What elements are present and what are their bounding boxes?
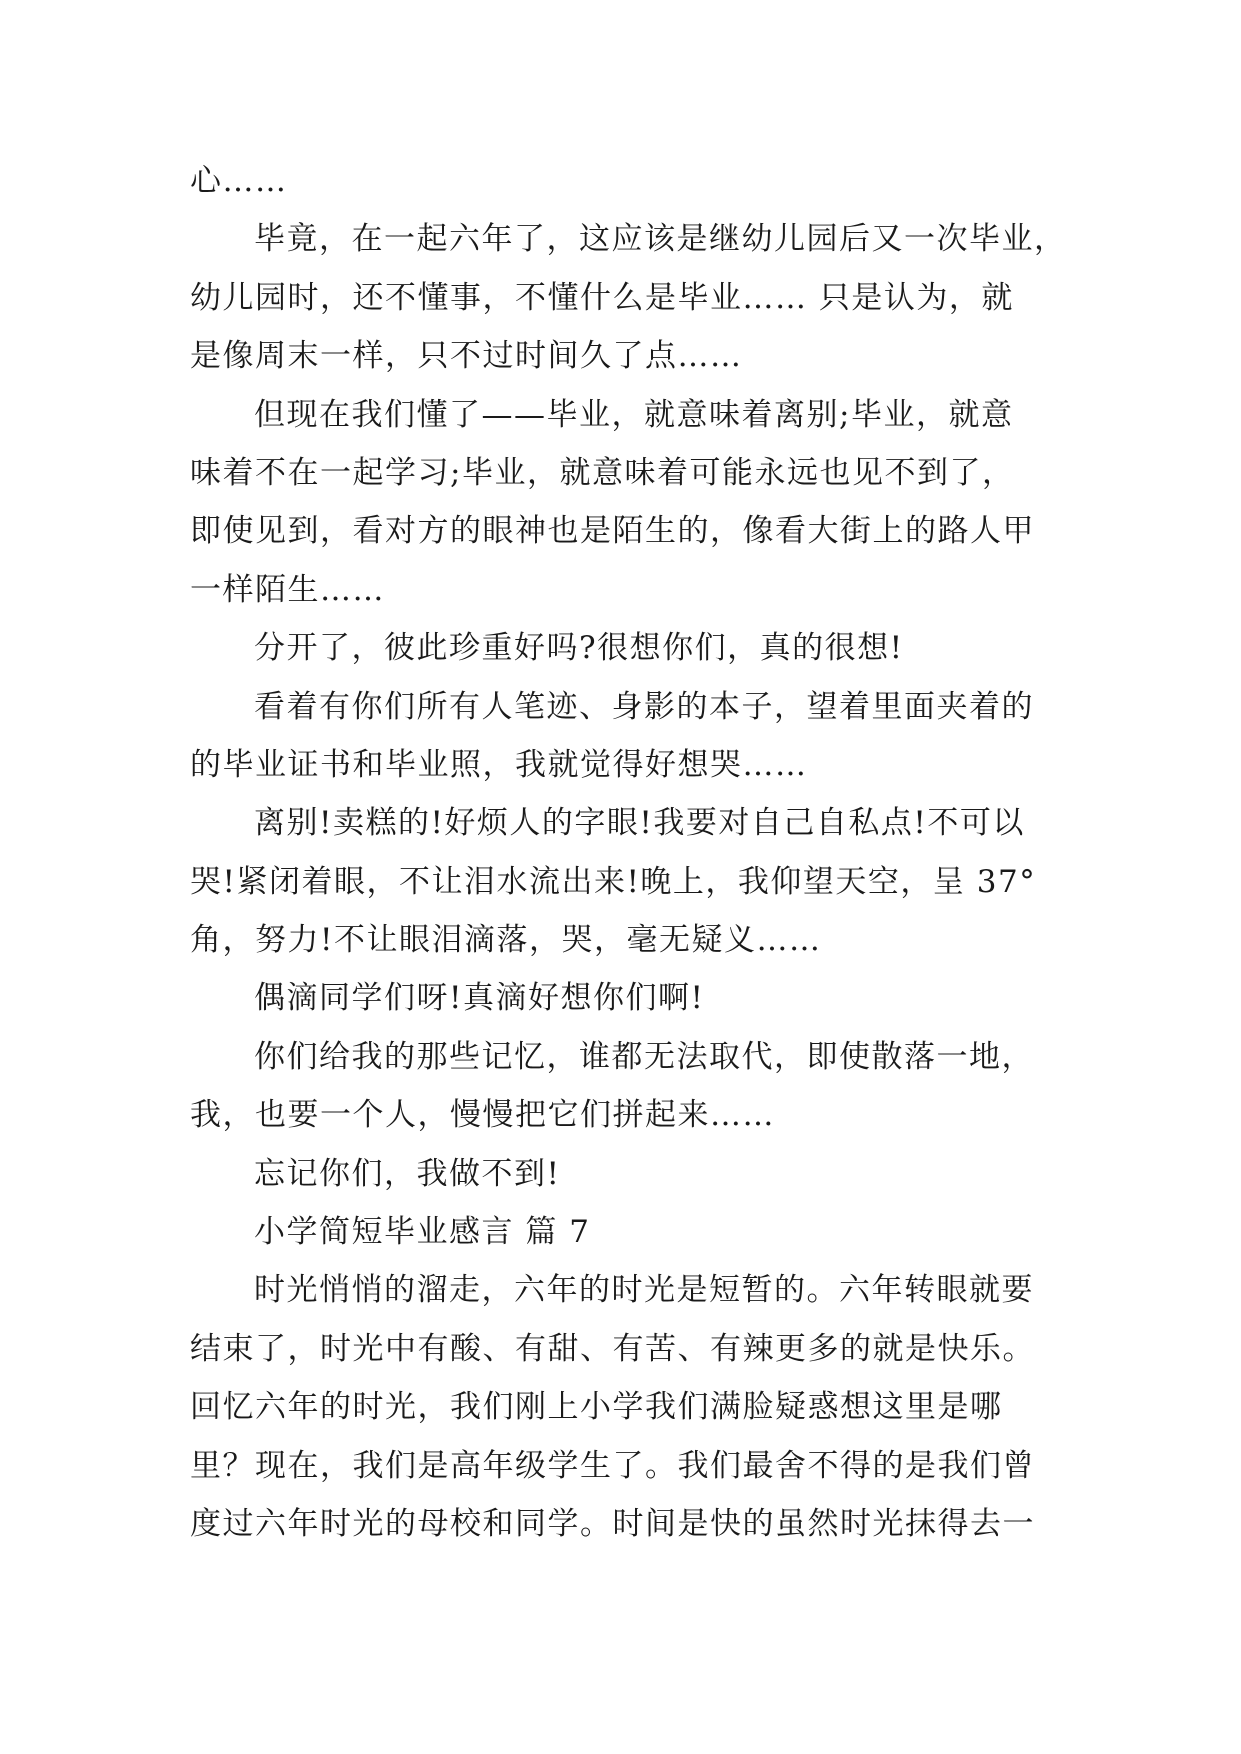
text-line: 心…… (190, 163, 288, 199)
text-line: 一样陌生…… (190, 571, 385, 608)
text-line: 看着有你们所有人笔迹、身影的本子，望着里面夹着的 (254, 688, 1034, 725)
text-line: 离别!卖糕的!好烦人的字眼!我要对自己自私点!不可以 (254, 805, 1025, 842)
text-line: 度过六年时光的母校和同学。时间是快的虽然时光抹得去一 (190, 1505, 1035, 1542)
text-line: 毕竟，在一起六年了，这应该是继幼儿园后又一次毕业， (254, 221, 1067, 258)
text-line: 我，也要一个人，慢慢把它们拼起来…… (190, 1097, 775, 1134)
text-line: 角，努力!不让眼泪滴落，哭，毫无疑义…… (190, 922, 822, 959)
text-line: 是像周末一样，只不过时间久了点…… (190, 338, 743, 375)
text-line: 但现在我们懂了——毕业，就意味着离别;毕业，就意 (254, 396, 1014, 433)
text-line: 即使见到，看对方的眼神也是陌生的，像看大街上的路人甲 (190, 513, 1035, 550)
text-line: 幼儿园时，还不懂事，不懂什么是毕业…… 只是认为，就 (190, 279, 1014, 316)
text-line: 偶滴同学们呀!真滴好想你们啊! (254, 980, 705, 1017)
text-line: 回忆六年的时光，我们刚上小学我们满脸疑惑想这里是哪 (190, 1389, 1003, 1426)
text-line: 忘记你们，我做不到! (254, 1155, 561, 1192)
section-heading: 小学简短毕业感言 篇 7 (254, 1214, 591, 1251)
text-line: 时光悄悄的溜走，六年的时光是短暂的。六年转眼就要 (254, 1272, 1034, 1309)
text-line: 你们给我的那些记忆，谁都无法取代，即使散落一地， (254, 1038, 1034, 1075)
text-line: 的毕业证书和毕业照，我就觉得好想哭…… (190, 746, 808, 783)
text-line: 哭!紧闭着眼，不让泪水流出来!晚上，我仰望天空，呈 37° (190, 863, 1037, 900)
body-text (190, 152, 1067, 1553)
text-line: 味着不在一起学习;毕业，就意味着可能永远也见不到了， (190, 454, 1015, 491)
text-line: 结束了，时光中有酸、有甜、有苦、有辣更多的就是快乐。 (190, 1330, 1035, 1367)
text-line: 里？现在，我们是高年级学生了。我们最舍不得的是我们曾 (190, 1447, 1035, 1484)
text-line: 分开了，彼此珍重好吗?很想你们，真的很想! (254, 630, 904, 667)
